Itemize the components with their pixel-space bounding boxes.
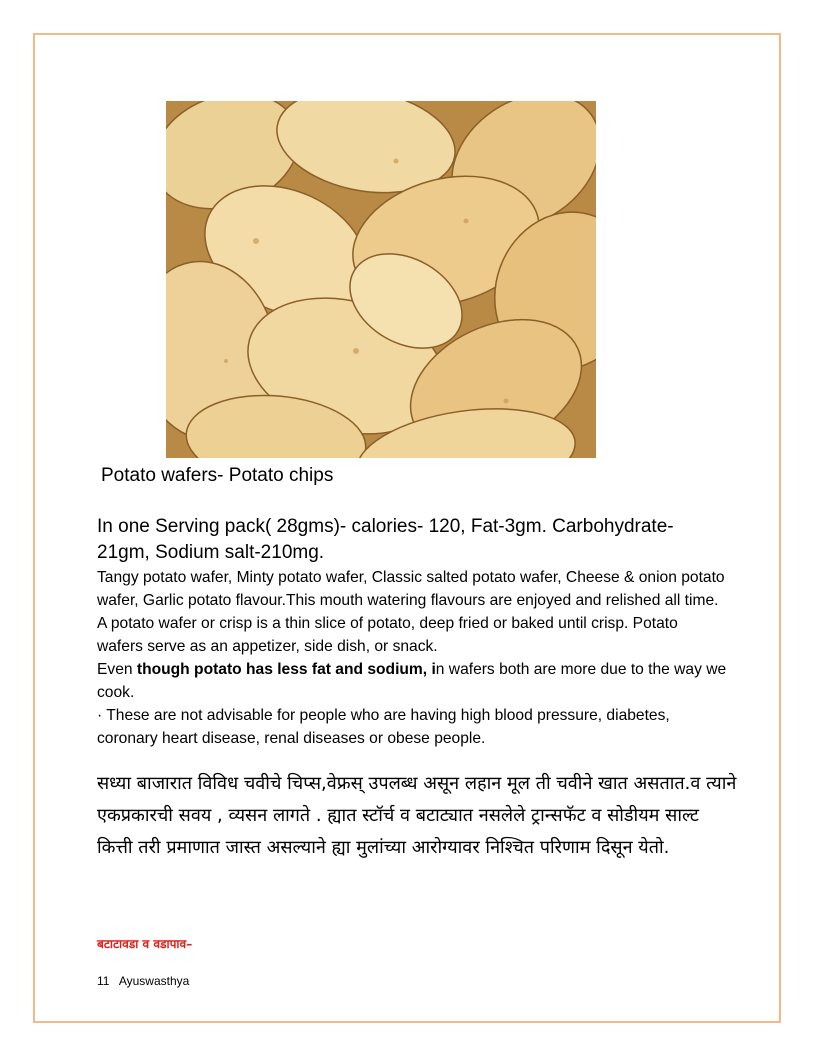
document-title: Ayuswasthya — [118, 974, 190, 988]
photo-caption: Potato wafers- Potato chips — [101, 465, 334, 486]
description-paragraph: Tangy potato wafer, Minty potato wafer, Classic salted potato wafer, Cheese & onion potato wafer, Garlic potato flavour.This mouth watering flavours are enjoyed and relished all time. A potato wafer or crisp is a thin slice of potato, deep fried or baked until crisp. Potato wafers serve as an appetizer, side dish, or snack. — [97, 569, 725, 655]
section-subheading: बटाटावडा व वडापाव– — [97, 937, 193, 951]
page-number: 11 — [97, 974, 110, 988]
description-body — [97, 566, 727, 750]
fat-sodium-bold: though potato has less fat and sodium, i — [136, 661, 436, 678]
fat-sodium-paragraph — [97, 658, 727, 704]
page-footer — [97, 974, 189, 988]
marathi-paragraph: सध्या बाजारात विविध चवीचे चिप्स,वेफ्रस् उपलब्ध असून लहान मूल ती चवीने खात असतात.व त्याने एकप्रकारची सवय , व्यसन लागते . ह्यात स्टॉर्च व बटाट्यात नसलेले ट्रान्सफॅट व सोडीयम साल्ट कित्ती तरी प्रमाणात जास्त असल्याने ह्या मुलांच्या आरोग्यावर निश्चित परिणाम दिसून येतो. — [97, 773, 737, 858]
fat-sodium-suffix: n wafers both are more due to the way we cook. — [97, 661, 727, 701]
potato-chips-photo — [166, 101, 596, 458]
fat-sodium-prefix: Even — [97, 661, 137, 678]
health-warning-paragraph: · These are not advisable for people who are having high blood pressure, diabetes, coronary heart disease, renal diseases or obese people. — [97, 707, 670, 747]
nutrition-info: In one Serving pack( 28gms)- calories- 120, Fat-3gm. Carbohydrate- 21gm, Sodium salt-210mg. — [97, 516, 674, 563]
